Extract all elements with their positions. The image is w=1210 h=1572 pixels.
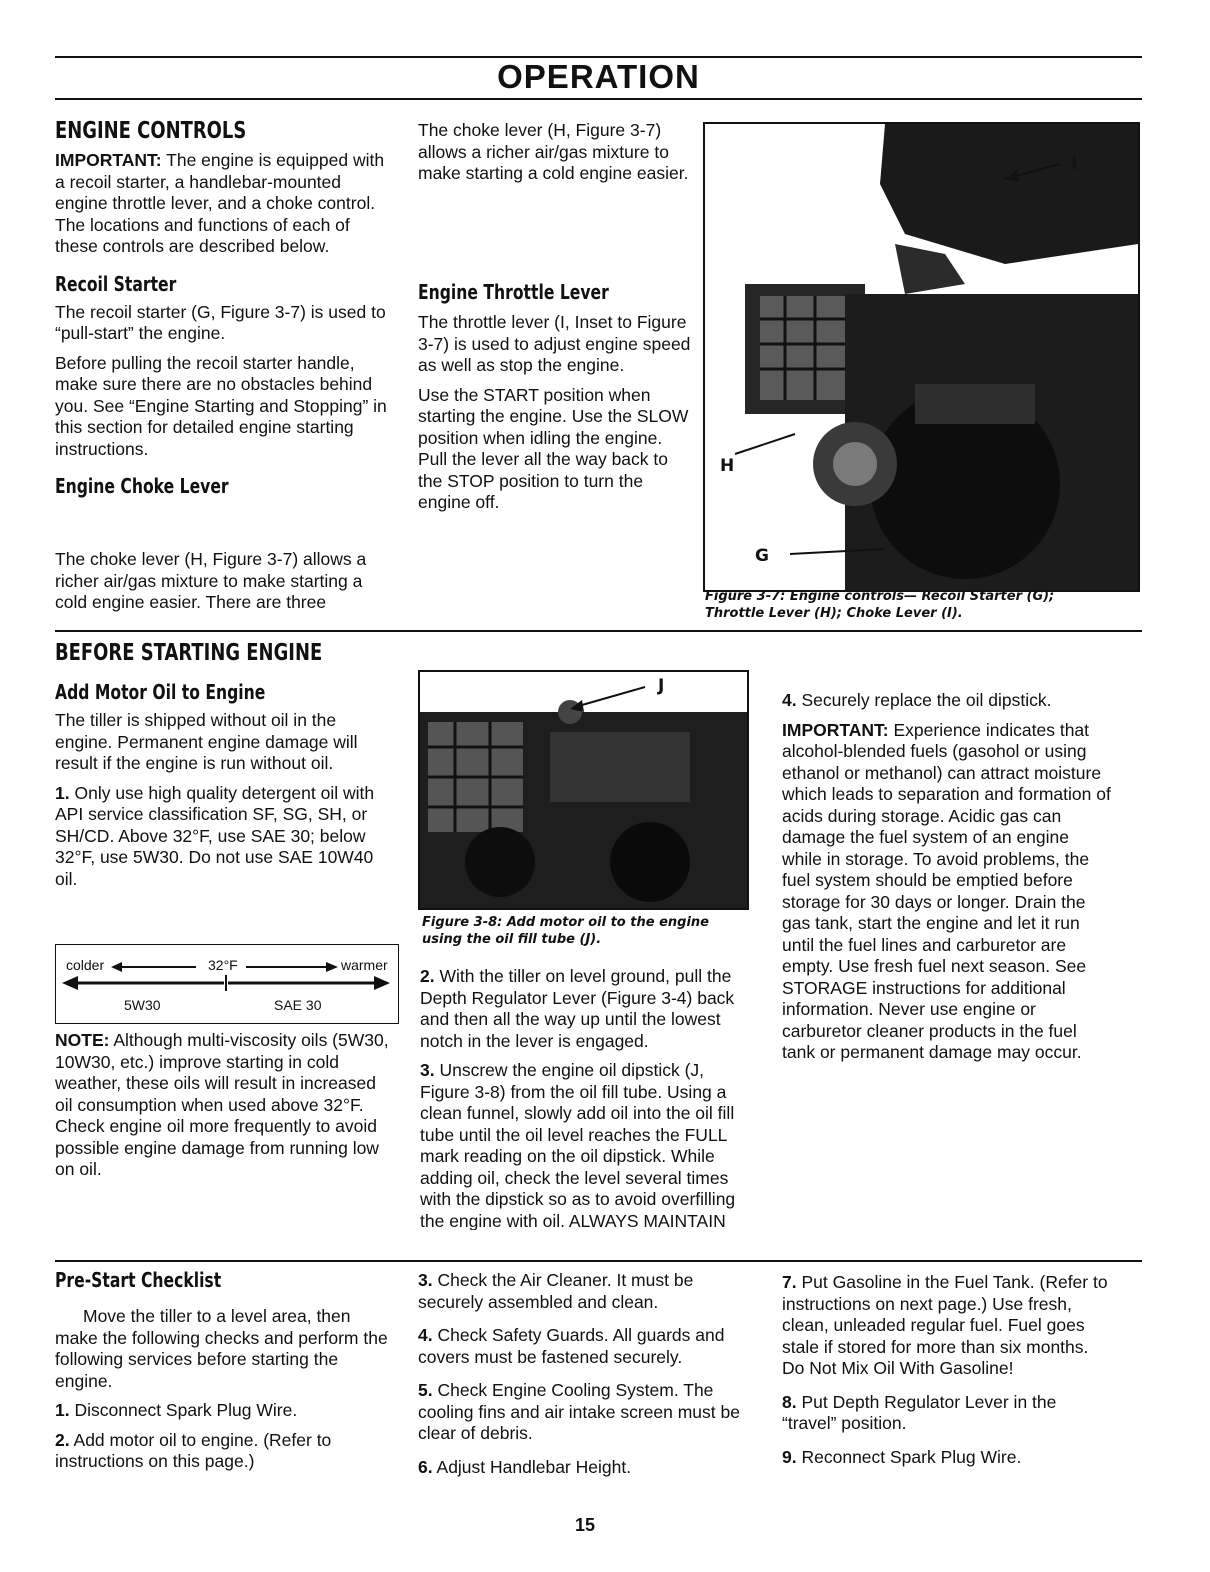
oil-chart-warmer: warmer — [341, 957, 388, 973]
checklist-item-text: Adjust Handlebar Height. — [436, 1456, 632, 1477]
oil-fill-photo-illustration — [420, 672, 747, 908]
step2-num: 2. — [420, 966, 435, 986]
step4-num: 4. — [782, 690, 797, 710]
choke-p1-continued: The choke lever (H, Figure 3-7) allows a richer air/gas mixture to make starting a cold engine easier. — [418, 120, 689, 183]
before-starting-heading: BEFORE STARTING ENGINE — [55, 640, 323, 666]
note-block — [55, 1030, 390, 1189]
important-text: The engine is equipped with a recoil starter, a handlebar-mounted engine throttle lever, and a choke control. The locations and functions of each of these controls are described below. — [55, 150, 385, 256]
checklist-item-text: Check the Air Cleaner. It must be securely assembled and clean. — [418, 1270, 694, 1312]
step3-text: Unscrew the engine oil dipstick (J, Figure 3-8) from the oil fill tube. Using a clean funnel, slowly add oil into the oil fill tube until the oil level reaches the FULL mark reading on the oil dipstick. While adding oil, check the level several times with the dipstick so as to avoid overfilling the engine with oil. ALWAYS MAINTAIN — [420, 1060, 736, 1230]
checklist-item — [418, 1325, 748, 1368]
checklist-item-text: Reconnect Spark Plug Wire. — [801, 1446, 1022, 1467]
page-title: OPERATION — [497, 58, 700, 95]
oil-steps-col3 — [782, 690, 1112, 1072]
figure-3-8-caption: Figure 3-8: Add motor oil to the engine using the oil fill tube (J). — [422, 915, 709, 947]
figure-label-j: J — [658, 676, 665, 696]
recoil-p1: The recoil starter (G, Figure 3-7) is used to “pull-start” the engine. — [55, 301, 386, 343]
checklist-col1 — [55, 1268, 390, 1481]
checklist-item-text: Check Safety Guards. All guards and covers must be fastened securely. — [418, 1325, 725, 1367]
recoil-starter-heading: Recoil Starter — [55, 271, 177, 296]
checklist-intro: Move the tiller to a level area, then make the following checks and perform the following services before starting the engine. — [55, 1306, 388, 1391]
checklist-item-num: 6. — [418, 1456, 433, 1477]
figure-3-7-photo — [703, 122, 1140, 592]
checklist-item-text: Add motor oil to engine. (Refer to instructions on this page.) — [55, 1429, 332, 1471]
section-rule — [55, 630, 1142, 632]
checklist-item — [782, 1447, 1112, 1469]
engine-controls-heading: ENGINE CONTROLS — [55, 118, 247, 144]
checklist-item-num: 3. — [418, 1270, 433, 1290]
page-number: 15 — [574, 1515, 596, 1535]
checklist-item — [782, 1392, 1112, 1435]
step1-text: Only use high quality detergent oil with API service classification SF, SG, SH, or SH/CD. Above 32°F, use SAE 30; below 32°F, use 5W30. Do not use SAE 10W40 oil. — [55, 782, 375, 889]
throttle-p2: Use the START position when starting the engine. Use the SLOW position when idling the engine. Pull the lever all the way back to the STOP position to turn the engine off. — [418, 384, 689, 512]
step3-num: 3. — [420, 1060, 435, 1080]
checklist-item-num: 7. — [782, 1272, 797, 1292]
figure-label-g: G — [755, 546, 769, 566]
step1-num: 1. — [55, 782, 70, 803]
note-text: Although multi-viscosity oils (5W30, 10W30, etc.) improve starting in cold weather, these oils will result in increased oil consumption when used above 32°F. Check engine oil more frequently to avoid possible engine damage from running low on oil. — [55, 1030, 389, 1179]
checklist-col2 — [418, 1270, 748, 1486]
add-oil-heading: Add Motor Oil to Engine — [55, 680, 266, 704]
figure-3-7-caption: Figure 3-7: Engine controls— Recoil Starter (G); Throttle Lever (H); Choke Lever (I). — [705, 589, 1055, 621]
important-fuel-text: Experience indicates that alcohol-blended fuels (gasohol or using ethanol or methanol) can attract moisture which leads to separation and formation of acids during storage. Acidic gas can damage the fuel system of an engine while in storage. To avoid problems, the fuel system should be emptied before storage for 30 days or longer. Drain the gas tank, start the engine and let it run until the fuel lines and carburetor are empty. Use fresh fuel next season. See STORAGE instructions for additional information. Never use engine or carburetor cleaner products in the fuel tank or permanent damage may occur. — [782, 719, 1111, 1062]
figure-3-8-photo — [418, 670, 749, 910]
step2-text: With the tiller on level ground, pull the Depth Regulator Lever (Figure 3-4) back and then all the way up until the lowest notch in the lever is engaged. — [420, 966, 735, 1051]
important-label: IMPORTANT: — [55, 150, 162, 170]
checklist-item-text: Put Gasoline in the Fuel Tank. (Refer to instructions on next page.) Use fresh, clean, unleaded regular fuel. Fuel goes stale if stored for more than six months. Do Not Mix Oil With Gasoline! — [782, 1272, 1108, 1378]
checklist-item-text: Disconnect Spark Plug Wire. — [74, 1400, 298, 1420]
checklist-item-num: 4. — [418, 1325, 433, 1345]
add-oil-p1: The tiller is shipped without oil in the engine. Permanent engine damage will result if the engine is run without oil. — [55, 710, 358, 773]
recoil-p2: Before pulling the recoil starter handle, make sure there are no obstacles behind you. See “Engine Starting and Stopping” in this section for detailed engine starting instructions. — [55, 352, 387, 459]
checklist-item-num: 2. — [55, 1429, 70, 1450]
throttle-section — [418, 280, 693, 522]
note-label: NOTE: — [55, 1030, 110, 1050]
checklist-col3 — [782, 1272, 1112, 1476]
oil-chart-colder: colder — [66, 957, 105, 973]
oil-chart-sae30: SAE 30 — [274, 997, 322, 1013]
oil-chart-5w30: 5W30 — [124, 997, 161, 1013]
choke-p1-continued-wrap — [418, 56, 693, 186]
checklist-rule — [55, 1260, 1142, 1262]
checklist-item-num: 9. — [782, 1446, 797, 1467]
throttle-lever-heading: Engine Throttle Lever — [418, 280, 609, 304]
checklist-item — [418, 1380, 748, 1445]
choke-lever-heading: Engine Choke Lever — [55, 474, 229, 498]
checklist-item-text: Put Depth Regulator Lever in the “travel” position. — [782, 1391, 1057, 1433]
engine-photo-illustration — [705, 124, 1138, 590]
engine-controls-col1 — [55, 118, 390, 498]
checklist-heading: Pre-Start Checklist — [55, 1268, 222, 1292]
checklist-item-num: 1. — [55, 1400, 70, 1420]
oil-steps-col2 — [420, 966, 750, 1238]
checklist-item-num: 5. — [418, 1380, 433, 1400]
throttle-p1: The throttle lever (I, Inset to Figure 3-7) is used to adjust engine speed as well as stop the engine. — [418, 312, 691, 375]
checklist-item — [55, 1400, 390, 1422]
figure-label-i: I — [1071, 154, 1078, 174]
checklist-item — [418, 1457, 748, 1479]
choke-p1-start: The choke lever (H, Figure 3-7) allows a richer air/gas mixture to make starting a cold engine easier. There are three — [55, 549, 367, 612]
checklist-item-num: 8. — [782, 1391, 797, 1412]
checklist-item — [418, 1270, 748, 1313]
step4-text: Securely replace the oil dipstick. — [801, 690, 1052, 710]
oil-chart-32f: 32°F — [208, 957, 238, 973]
checklist-item — [782, 1272, 1112, 1380]
checklist-item — [55, 1430, 390, 1473]
checklist-item-text: Check Engine Cooling System. The cooling fins and air intake screen must be clear of debris. — [418, 1380, 740, 1443]
figure-label-h: H — [720, 456, 735, 476]
oil-viscosity-chart — [55, 944, 399, 1024]
before-starting-col1 — [55, 640, 390, 898]
important-label-2: IMPORTANT: — [782, 719, 889, 740]
